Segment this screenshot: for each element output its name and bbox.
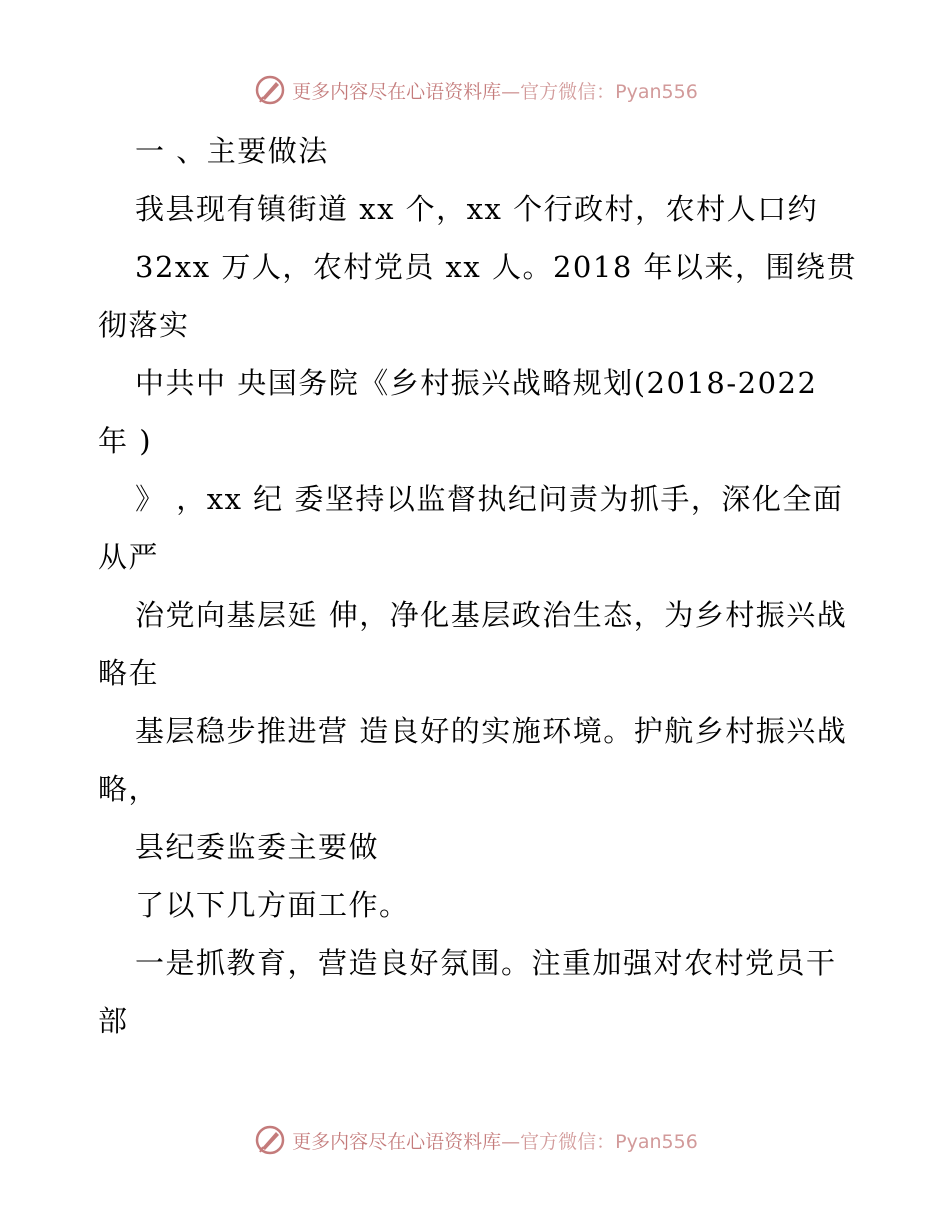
banner-wechat-text: —官方微信：Pyan556 [501,80,698,103]
paragraph: 县纪委监委主要做 [135,830,380,864]
paragraph: 》 ，xx 纪 委坚持以监督执纪问责为抓手，深化全面从严 [98,482,844,574]
paragraph: 一 、主要做法 [135,134,329,168]
header-banner [0,70,950,110]
paragraph: 一是抓教育，营造良好氛围。注重加强对农村党员干部 [98,946,837,1038]
paragraph: 基层稳步推进营 造良好的实施环境。护航乡村振兴战略， [98,714,848,806]
banner-brand-text: 更多内容尽在心语资料库 [292,1130,502,1153]
banner-wechat-text: —官方微信：Pyan556 [501,1130,698,1153]
paragraph: 中共中 央国务院《乡村振兴战略规划(2018-2022 年 ) [98,366,829,458]
paragraph: 了以下几方面工作。 [135,888,410,922]
paragraph: 治党向基层延 伸，净化基层政治生态，为乡村振兴战略在 [98,598,848,690]
document-body [98,122,858,1050]
quill-logo-icon [252,1122,288,1158]
quill-logo-icon [252,72,288,108]
banner-brand-text: 更多内容尽在心语资料库 [292,80,502,103]
paragraph: 32xx 万人，农村党员 xx 人。2018 年以来，围绕贯彻落实 [98,250,857,342]
footer-banner [0,1120,950,1160]
paragraph: 我县现有镇街道 xx 个，xx 个行政村，农村人口约 [135,192,819,226]
